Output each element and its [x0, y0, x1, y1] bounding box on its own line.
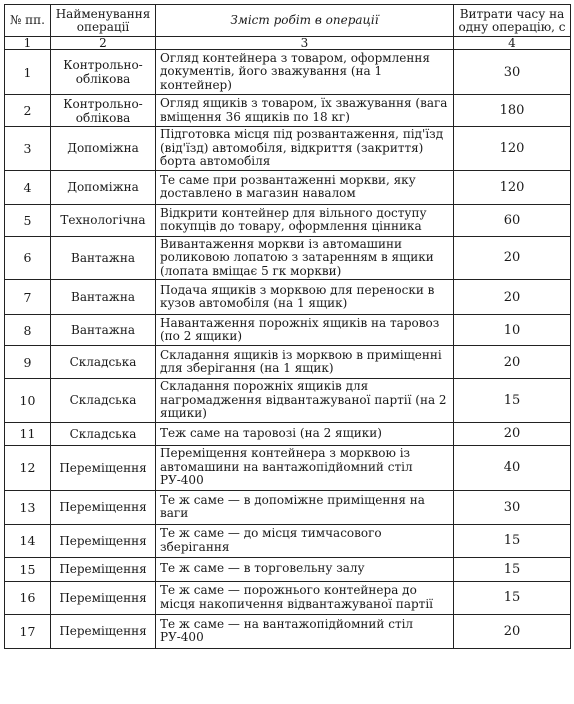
time-value: 30	[454, 50, 571, 95]
operation-description: Підготовка місця під розвантаження, під'їзд (від'їзд) автомобіля, відкриття (закриття) борта автомобіля	[156, 127, 454, 171]
operation-description: Те ж саме — до місця тимчасового зберігання	[156, 524, 454, 557]
operation-type: Вантажна	[51, 280, 156, 315]
header-work-content: Зміст робіт в операції	[156, 5, 454, 37]
operation-type: Технологічна	[51, 204, 156, 236]
row-number: 3	[5, 127, 51, 171]
table-row	[5, 236, 571, 280]
table-row	[5, 490, 571, 524]
time-value: 10	[454, 315, 571, 346]
table-row	[5, 170, 571, 204]
table-row	[5, 581, 571, 614]
operation-type: Вантажна	[51, 315, 156, 346]
time-value: 20	[454, 422, 571, 445]
table-row	[5, 379, 571, 423]
row-number: 15	[5, 557, 51, 581]
operation-type: Переміщення	[51, 524, 156, 557]
table-row	[5, 315, 571, 346]
row-number: 12	[5, 445, 51, 490]
row-number: 5	[5, 204, 51, 236]
table-row	[5, 346, 571, 379]
header-time-cost: Витрати часу на одну операцію, с	[454, 5, 571, 37]
table-row	[5, 557, 571, 581]
column-number: 2	[51, 37, 156, 50]
operation-description: Те ж саме — порожнього контейнера до місця накопичення відвантажуваної партії	[156, 581, 454, 614]
row-number: 14	[5, 524, 51, 557]
operation-type: Допоміжна	[51, 170, 156, 204]
operation-description: Огляд контейнера з товаром, оформлення документів, його зважування (на 1 контейнер)	[156, 50, 454, 95]
operation-description: Вивантаження моркви із автомашини роликовою лопатою з затаренням в ящики (лопата вміщає 5 гк моркви)	[156, 236, 454, 280]
row-number: 16	[5, 581, 51, 614]
table-body	[5, 50, 571, 649]
operation-description: Те ж саме — в допоміжне приміщення на ваги	[156, 490, 454, 524]
operation-type: Допоміжна	[51, 127, 156, 171]
operation-type: Переміщення	[51, 490, 156, 524]
table-row	[5, 524, 571, 557]
time-value: 15	[454, 557, 571, 581]
time-value: 60	[454, 204, 571, 236]
time-value: 120	[454, 127, 571, 171]
table-row	[5, 204, 571, 236]
row-number: 10	[5, 379, 51, 423]
table-row	[5, 280, 571, 315]
time-value: 180	[454, 95, 571, 127]
row-number: 6	[5, 236, 51, 280]
operation-type: Складська	[51, 379, 156, 423]
operation-type: Переміщення	[51, 581, 156, 614]
time-value: 20	[454, 280, 571, 315]
row-number: 13	[5, 490, 51, 524]
row-number: 17	[5, 614, 51, 648]
time-value: 20	[454, 346, 571, 379]
column-numbers-row	[5, 37, 571, 50]
row-number: 11	[5, 422, 51, 445]
table-row	[5, 445, 571, 490]
operation-description: Теж саме на таровозі (на 2 ящики)	[156, 422, 454, 445]
operation-description: Складання порожніх ящиків для нагромадження відвантажуваної партії (на 2 ящики)	[156, 379, 454, 423]
row-number: 7	[5, 280, 51, 315]
column-number: 3	[156, 37, 454, 50]
operation-description: Переміщення контейнера з морквою із автомашини на вантажопідйомний стіл РУ-400	[156, 445, 454, 490]
column-number: 4	[454, 37, 571, 50]
time-value: 120	[454, 170, 571, 204]
row-number: 2	[5, 95, 51, 127]
operation-type: Переміщення	[51, 614, 156, 648]
header-row	[5, 5, 571, 37]
table-row	[5, 614, 571, 648]
table-row	[5, 422, 571, 445]
operations-table	[4, 4, 571, 649]
table-row	[5, 127, 571, 171]
operation-description: Те ж саме — в торговельну залу	[156, 557, 454, 581]
operation-description: Навантаження порожніх ящиків на таровоз (по 2 ящики)	[156, 315, 454, 346]
time-value: 15	[454, 524, 571, 557]
table-row	[5, 50, 571, 95]
operation-type: Складська	[51, 346, 156, 379]
header-num: № пп.	[5, 5, 51, 37]
column-number: 1	[5, 37, 51, 50]
time-value: 15	[454, 581, 571, 614]
row-number: 4	[5, 170, 51, 204]
operation-type: Контрольно-облікова	[51, 50, 156, 95]
operation-description: Відкрити контейнер для вільного доступу покупців до товару, оформлення цінника	[156, 204, 454, 236]
time-value: 40	[454, 445, 571, 490]
operation-description: Те саме при розвантаженні моркви, яку доставлено в магазин навалом	[156, 170, 454, 204]
operation-description: Складання ящиків із морквою в приміщенні для зберігання (на 1 ящик)	[156, 346, 454, 379]
row-number: 9	[5, 346, 51, 379]
header-operation-name: Найменування операції	[51, 5, 156, 37]
table-row	[5, 95, 571, 127]
time-value: 15	[454, 379, 571, 423]
time-value: 20	[454, 236, 571, 280]
operation-description: Огляд ящиків з товаром, їх зважування (вага вміщення 36 ящиків по 18 кг)	[156, 95, 454, 127]
operation-type: Складська	[51, 422, 156, 445]
operation-description: Те ж саме — на вантажопідйомний стіл РУ-400	[156, 614, 454, 648]
operation-description: Подача ящиків з морквою для переноски в кузов автомобіля (на 1 ящик)	[156, 280, 454, 315]
time-value: 20	[454, 614, 571, 648]
time-value: 30	[454, 490, 571, 524]
operation-type: Переміщення	[51, 557, 156, 581]
operation-type: Контрольно-облікова	[51, 95, 156, 127]
operation-type: Вантажна	[51, 236, 156, 280]
row-number: 8	[5, 315, 51, 346]
row-number: 1	[5, 50, 51, 95]
operation-type: Переміщення	[51, 445, 156, 490]
